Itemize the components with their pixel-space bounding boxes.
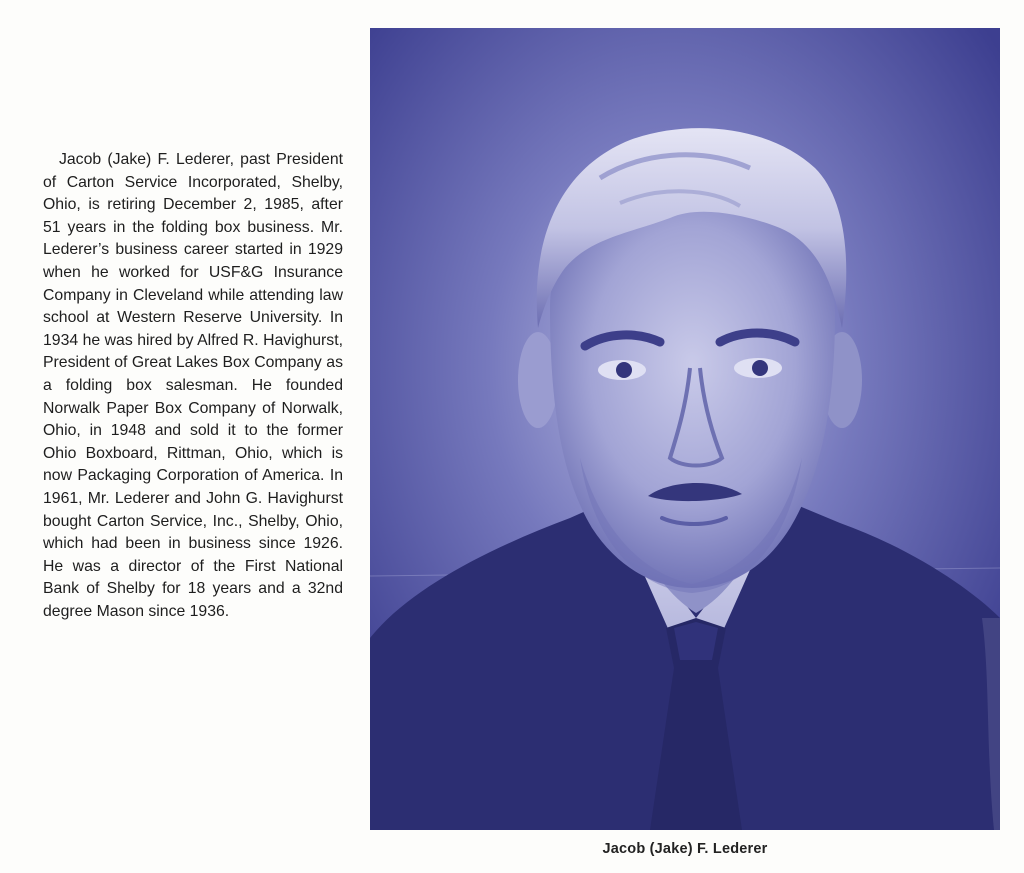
portrait-photo xyxy=(370,28,1000,830)
photo-caption: Jacob (Jake) F. Lederer xyxy=(602,841,768,857)
portrait-illustration xyxy=(370,28,1000,830)
article-text: Jacob (Jake) F. Lederer, past President of Carton Service Incorporated, Shelby, Ohio, is retiring December 2, 1985, after 51 years in the folding box business. Mr. Lederer’s business career started in 1929 when he worked for USF&G Insurance Company in Cleveland while attending law school at Western Reserve University. In 1934 he was hired by Alfred R. Havighurst, President of Great Lakes Box Company as a folding box salesman. He founded Norwalk Paper Box Company of Norwalk, Ohio, in 1948 and sold it to the former Ohio Boxboard, Rittman, Ohio, which is now Packaging Corporation of America. In 1961, Mr. Lederer and John G. Havighurst bought Carton Service, Inc., Shelby, Ohio, which had been in business since 1926. He was a director of the First National Bank of Shelby for 18 years and a 32nd degree Mason since 1936. xyxy=(43,151,343,620)
